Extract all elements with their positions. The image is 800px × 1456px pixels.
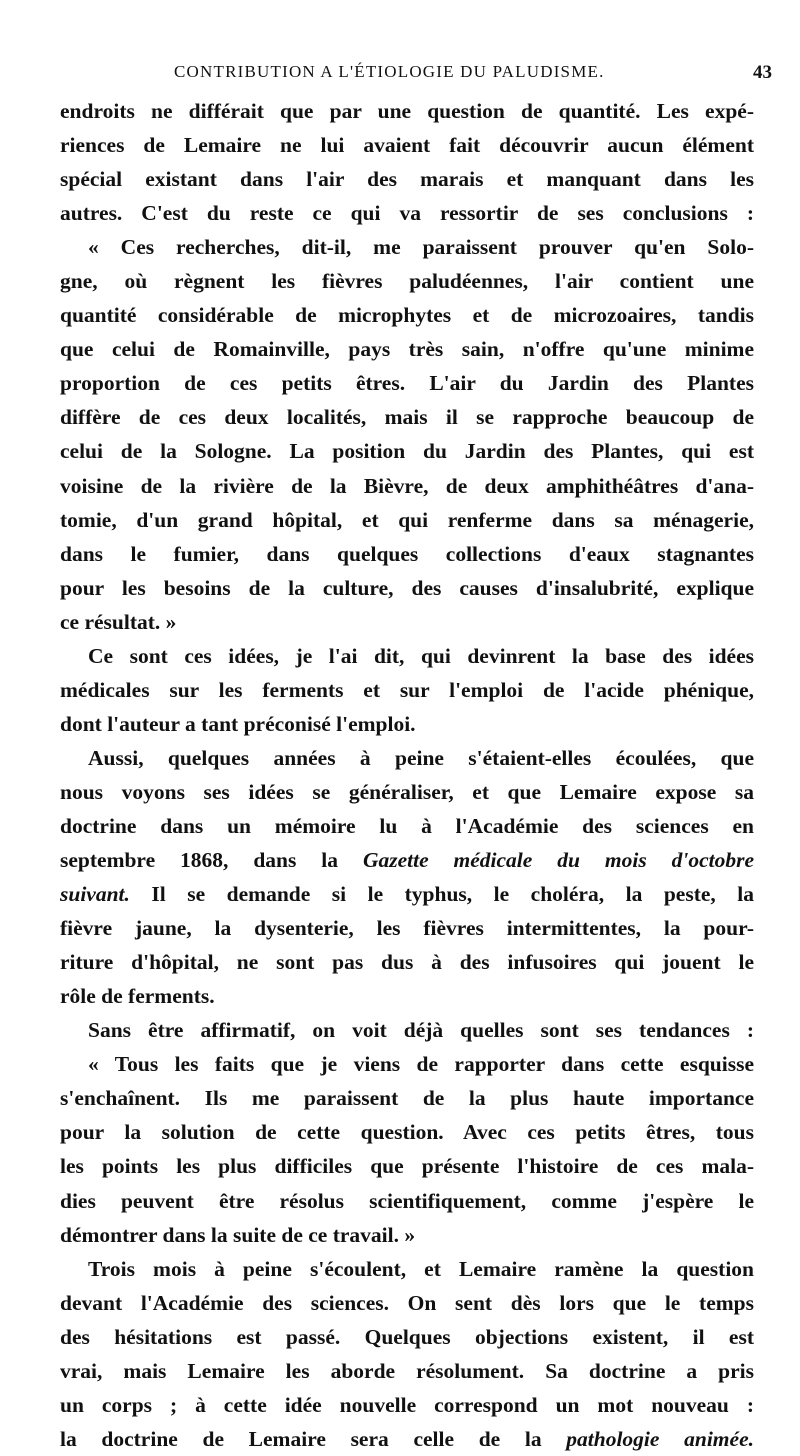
text-line: un corps ; à cette idée nouvelle correspond un mot nouveau : (60, 1392, 754, 1417)
text-line: « Tous les faits que je viens de rapporter dans cette esquisse (88, 1052, 754, 1077)
text-line: Aussi, quelques années à peine s'étaient-elles écoulées, que (88, 745, 754, 770)
text-run: septembre 1868, dans la (60, 848, 339, 873)
text-line (60, 1422, 754, 1456)
text-line: celui de la Sologne. La position du Jardin des Plantes, qui est (60, 439, 754, 464)
text-line: spécial existant dans l'air des marais et manquant dans les (60, 167, 754, 192)
text-line: vrai, mais Lemaire les aborde résolument. Sa doctrine a pris (60, 1358, 754, 1383)
text-line: dies peuvent être résolus scientifiquement, comme j'espère le (60, 1188, 754, 1213)
text-line: proportion de ces petits êtres. L'air du Jardin des Plantes (60, 371, 754, 396)
text-line: diffère de ces deux localités, mais il se rapproche beaucoup de (60, 405, 754, 430)
text-line: riture d'hôpital, ne sont pas dus à des infusoires qui jouent le (60, 950, 754, 975)
text-line: fièvre jaune, la dysenterie, les fièvres intermittentes, la pour- (60, 916, 754, 941)
text-line: Trois mois à peine s'écoulent, et Lemaire ramène la question (88, 1256, 754, 1281)
text-line: pour la solution de cette question. Avec ces petits êtres, tous (60, 1120, 754, 1145)
italic-text: suivant. (60, 882, 130, 907)
text-line: s'enchaînent. Ils me paraissent de la plus haute importance (60, 1086, 754, 1111)
text-line: des hésitations est passé. Quelques objections existent, il est (60, 1324, 754, 1349)
text-line: démontrer dans la suite de ce travail. » (60, 1222, 416, 1247)
text-line: « Ces recherches, dit-il, me paraissent prouver qu'en Solo- (88, 235, 754, 260)
text-line: les points les plus difficiles que présente l'histoire de ces mala- (60, 1154, 754, 1179)
page-header (60, 62, 772, 88)
text-line: riences de Lemaire ne lui avaient fait découvrir aucun élément (60, 133, 754, 158)
text-line: nous voyons ses idées se généraliser, et que Lemaire expose sa (60, 779, 754, 804)
text-line: ce résultat. » (60, 609, 177, 634)
text-line: tomie, d'un grand hôpital, et qui renferme dans sa ménagerie, (60, 507, 754, 532)
text-line (60, 877, 754, 911)
italic-term: pathologie animée. (566, 1426, 754, 1451)
text-line: voisine de la rivière de la Bièvre, de deux amphithéâtres d'ana- (60, 473, 754, 498)
text-line: Sans être affirmatif, on voit déjà quelles sont ses tendances : (88, 1018, 754, 1043)
running-title: CONTRIBUTION A L'ÉTIOLOGIE DU PALUDISME. (174, 62, 605, 81)
text-line: dans le fumier, dans quelques collections d'eaux stagnantes (60, 541, 754, 566)
text-line: dont l'auteur a tant préconisé l'emploi. (60, 711, 416, 736)
text-line: endroits ne différait que par une question de quantité. Les expé- (60, 99, 754, 123)
text-line: rôle de ferments. (60, 984, 215, 1009)
text-run: Il se demande si le typhus, le choléra, la peste, la (151, 882, 754, 907)
page-number: 43 (753, 62, 772, 83)
text-run: la doctrine de Lemaire sera celle de la (60, 1426, 542, 1451)
text-line (60, 843, 754, 877)
text-line: médicales sur les ferments et sur l'emploi de l'acide phénique, (60, 677, 754, 702)
italic-journal-title: Gazette médicale du mois d'octobre (362, 848, 754, 873)
text-line: devant l'Académie des sciences. On sent dès lors que le temps (60, 1290, 754, 1315)
text-line: Ce sont ces idées, je l'ai dit, qui devinrent la base des idées (88, 643, 754, 668)
text-line: autres. C'est du reste ce qui va ressortir de ses conclusions : (60, 201, 754, 226)
text-line: pour les besoins de la culture, des causes d'insalubrité, explique (60, 575, 754, 600)
text-line: quantité considérable de microphytes et de microzoaires, tandis (60, 303, 754, 328)
text-line: doctrine dans un mémoire lu à l'Académie des sciences en (60, 813, 754, 838)
text-line: que celui de Romainville, pays très sain, n'offre qu'une minime (60, 337, 754, 362)
text-line: gne, où règnent les fièvres paludéennes, l'air contient une (60, 269, 754, 294)
page-body-text (60, 94, 754, 1456)
